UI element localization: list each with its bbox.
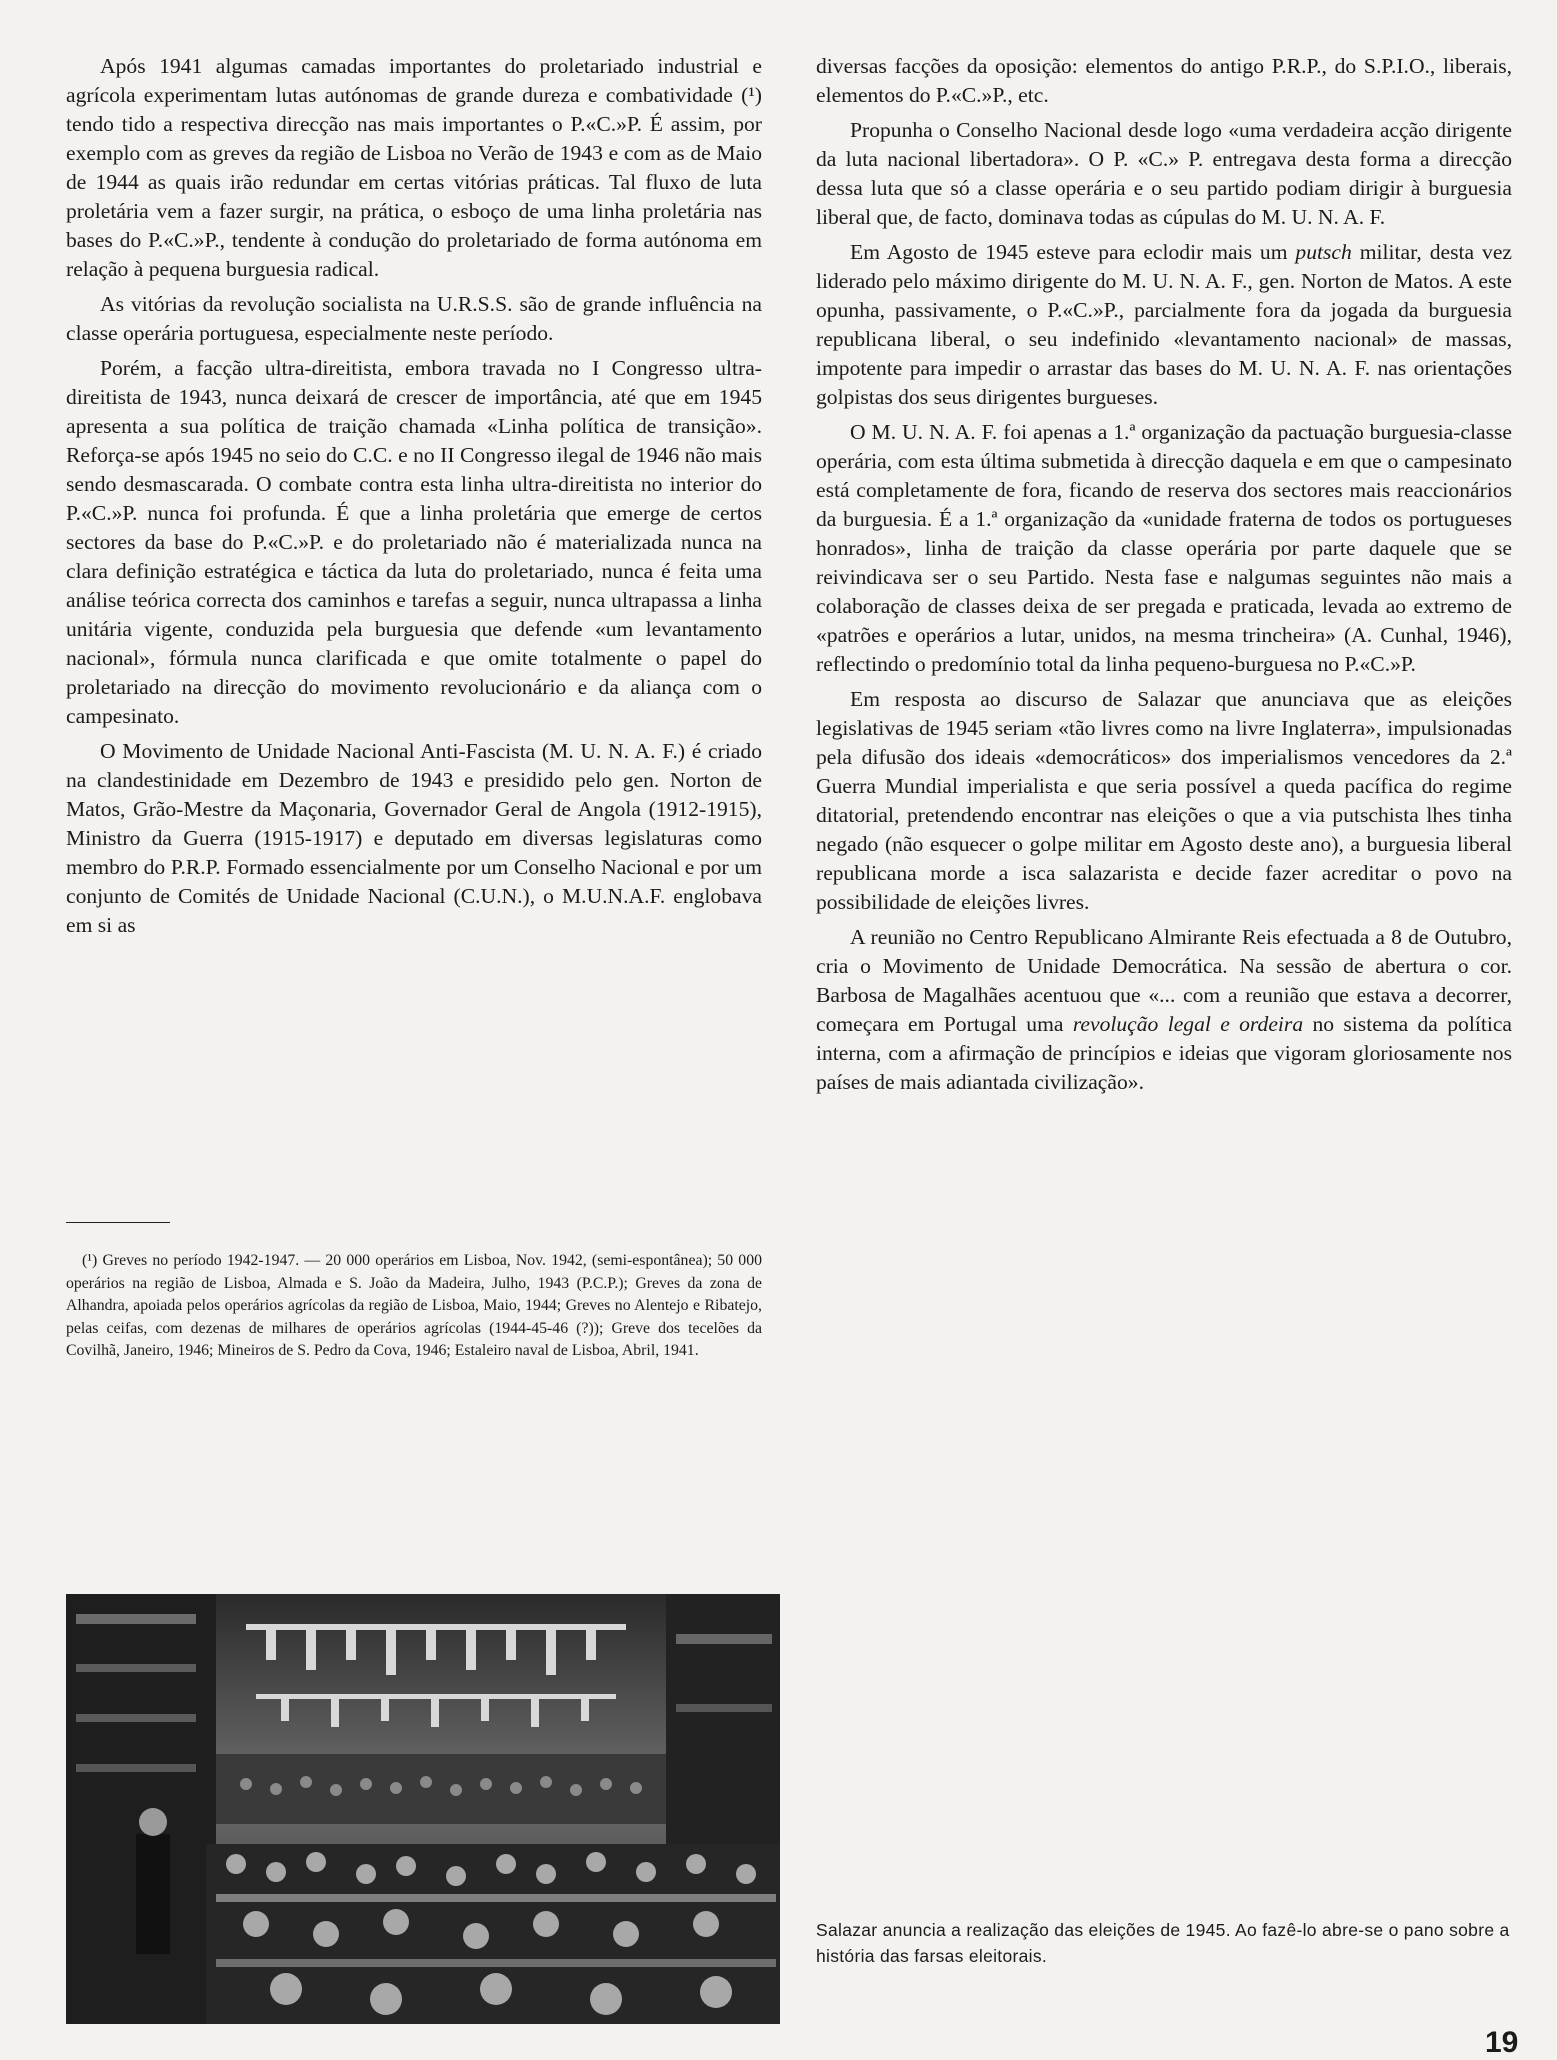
paragraph: Porém, a facção ultra-direitista, embora travada no I Congresso ultra-direitista de 1943, nunca deixará de crescer de importância, até que em 1945 apresenta a sua política de traição chamada «Linha política de transição». Reforça-se após 1945 no seio do C.C. e no II Congresso ilegal de 1946 não mais sendo desmascarada. O combate contra esta linha ultra-direitista no interior do P.«C.»P. nunca foi profunda. É que a linha proletária que emerge de certos sectores da base do P.«C.»P. e do proletariado não é materializada nunca na clara definição estratégica e táctica da luta do proletariado, nunca é feita uma análise teórica correcta dos caminhos e tarefas a seguir, nunca ultrapassa a linha unitária vigente, conduzida pela burguesia que defende «um levantamento nacional», fórmula nunca clarificada e que omite totalmente o papel do proletariado na direcção do movimento revolucionário e da aliança com o campesinato. <box>66 356 762 728</box>
left-column <box>66 52 762 946</box>
right-column <box>816 52 1512 1103</box>
italic-text: revolução legal e ordeira <box>1072 1012 1304 1036</box>
paragraph: O Movimento de Unidade Nacional Anti-Fascista (M. U. N. A. F.) é criado na clandestinidade em Dezembro de 1943 e presidido pelo gen. Norton de Matos, Grão-Mestre da Maçonaria, Governador Geral de Angola (1912-1915), Ministro da Guerra (1915-1917) e deputado em diversas legislaturas como membro do P.R.P. Formado essencialmente por um Conselho Nacional e por um conjunto de Comités de Unidade Nacional (C.U.N.), o M.U.N.A.F. englobava em si as <box>66 739 762 937</box>
paragraph: Propunha o Conselho Nacional desde logo «uma verdadeira acção dirigente da luta nacional libertadora». O P. «C.» P. entregava desta forma a direcção dessa luta que só a classe operária e o seu partido podiam dirigir à burguesia liberal que, de facto, dominava todas as cúpulas do M. U. N. A. F. <box>816 118 1512 229</box>
footnote-rule <box>66 1222 170 1223</box>
paragraph: Em resposta ao discurso de Salazar que anunciava que as eleições legislativas de 1945 seriam «tão livres como na livre Inglaterra», impulsionadas pela difusão dos ideais «democráticos» dos imperialismos vencedores da 2.ª Guerra Mundial imperialista e que seria possível a queda pacífica do regime ditatorial, pretendendo encontrar nas eleições o que a via putschista lhes tinha negado (não esquecer o golpe militar em Agosto deste ano), a burguesia liberal republicana morde a isca salazarista e decide fazer acreditar o povo na possibilidade de eleições livres. <box>816 687 1512 914</box>
paragraph: As vitórias da revolução socialista na U.R.S.S. são de grande influência na classe operária portuguesa, especialmente neste período. <box>66 292 762 345</box>
paragraph <box>816 238 1512 412</box>
footnote <box>66 1250 762 1363</box>
photo-illustration <box>66 1594 780 2024</box>
text-span: Em Agosto de 1945 esteve para eclodir mais um <box>850 240 1296 264</box>
text-span: A reunião no Centro Republicano Almirante Reis efectuada a 8 de Outubro, cria o Movimento de Unidade Democrática. Na sessão de abertura o cor. Barbosa de Magalhães acentuou que «... com a reunião que estava a decorrer, começara em Portugal uma <box>816 925 1512 1036</box>
paragraph: Após 1941 algumas camadas importantes do proletariado industrial e agrícola experimentam lutas autónomas de grande dureza e combatividade (¹) tendo tido a respectiva direcção nas mais importantes o P.«C.»P. É assim, por exemplo com as greves da região de Lisboa no Verão de 1943 e com as de Maio de 1944 as quais irão redundar em certas vitórias práticas. Tal fluxo de luta proletária vem a fazer surgir, na prática, o esboço de uma linha proletária nas bases do P.«C.»P., tendente à condução do proletariado de forma autónoma em relação à pequena burguesia radical. <box>66 54 762 281</box>
page-number: 19 <box>1485 2026 1519 2059</box>
paragraph: O M. U. N. A. F. foi apenas a 1.ª organização da pactuação burguesia-classe operária, com esta última submetida à direcção daquela e em que o campesinato está completamente de fora, ficando de reserva dos sectores mais reaccionários da burguesia. É a 1.ª organização da «unidade fraterna de todos os portugueses honrados», linha de traição da classe operária por parte daquele que se reivindicava ser o seu Partido. Nesta fase e nalgumas seguintes não mais a colaboração de classes deixa de ser pregada e praticada, levada ao extremo de «patrões e operários a lutar, unidos, na mesma trincheira» (A. Cunhal, 1946), reflectindo o predomínio total da linha pequeno-burguesa no P.«C.»P. <box>816 420 1512 676</box>
assembly-hall-photo <box>66 1594 780 2024</box>
text-span: militar, desta vez liderado pelo máximo dirigente do M. U. N. A. F., gen. Norton de Matos. A este opunha, passivamente, o P.«C.»P., parcialmente fora da jogada da burguesia republicana liberal, o seu indefinido «levantamento nacional» de massas, impotente para impedir o arrastar das bases do M. U. N. A. F. nas orientações golpistas dos seus dirigentes burgueses. <box>816 240 1512 409</box>
paragraph <box>816 923 1512 1097</box>
italic-text: putsch <box>1295 240 1352 264</box>
footnote-text: (¹) Greves no período 1942-1947. — 20 000 operários em Lisboa, Nov. 1942, (semi-espontânea); 50 000 operários na região de Lisboa, Almada e S. João da Madeira, Julho, 1943 (P.C.P.); Greves da zona de Alhandra, apoiada pelos operários agrícolas da região de Lisboa, Maio, 1944; Greves no Alentejo e Ribatejo, pelas ceifas, com dezenas de milhares de operários agrícolas (1944-45-46 (?)); Greve dos tecelões da Covilhã, Janeiro, 1946; Mineiros de S. Pedro da Cova, 1946; Estaleiro naval de Lisboa, Abril, 1941. <box>66 1252 762 1359</box>
text-span: no sistema da política interna, com a afirmação de princípios e ideias que vigoram gloriosamente nos países de mais adiantada civilização». <box>816 1012 1512 1094</box>
paragraph: diversas facções da oposição: elementos do antigo P.R.P., do S.P.I.O., liberais, elementos do P.«C.»P., etc. <box>816 54 1512 107</box>
photo-caption: Salazar anuncia a realização das eleições de 1945. Ao fazê-lo abre-se o pano sobre a história das farsas eleitorais. <box>816 1920 1510 1966</box>
